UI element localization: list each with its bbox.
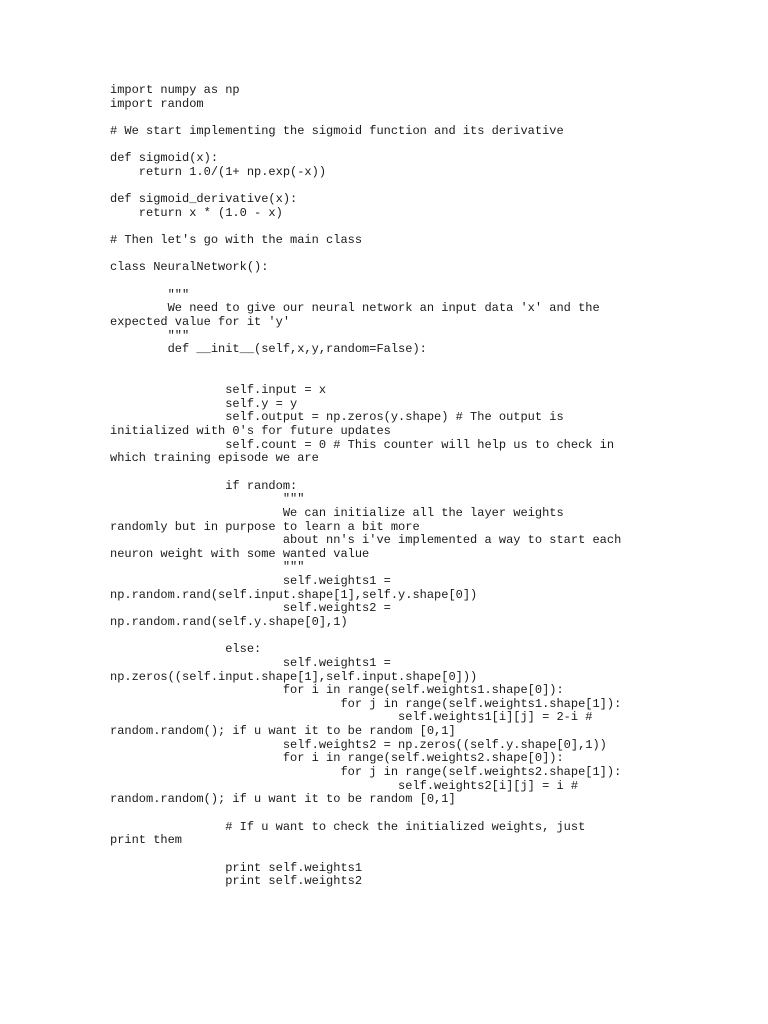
code-line: print self.weights2 [110,874,363,889]
code-line: return 1.0/(1+ np.exp(-x)) [110,164,327,179]
code-line: We need to give our neural network an input data 'x' and the [110,301,600,316]
code-line: np.random.rand(self.input.shape[1],self.y.shape[0]) [110,587,478,602]
code-line: print self.weights1 [110,860,363,875]
code-line: self.weights1 = [110,574,391,589]
code-line: self.weights2 = np.zeros((self.y.shape[0],1)) [110,737,607,752]
code-listing [110,84,730,889]
blank-line [110,111,730,125]
blank-line [110,370,730,384]
blank-line [110,248,730,262]
code-line: randomly but in purpose to learn a bit more [110,519,420,534]
code-line: # Then let's go with the main class [110,233,363,248]
code-line: self.y = y [110,396,298,411]
code-line: np.zeros((self.input.shape[1],self.input.shape[0])) [110,669,478,684]
blank-line [110,807,730,821]
code-line: import numpy as np [110,83,240,97]
code-line: for i in range(self.weights1.shape[0]): [110,683,564,698]
code-line: self.input = x [110,383,327,398]
code-line: class NeuralNetwork(): [110,260,269,275]
code-line: self.weights2 = [110,601,391,616]
code-line: def sigmoid_derivative(x): [110,192,298,207]
code-line: initialized with 0's for future updates [110,424,391,439]
blank-line [110,220,730,234]
code-line: """ [110,287,190,302]
code-line: print them [110,833,183,848]
blank-line [110,275,730,289]
code-line: """ [110,560,305,575]
code-line: for i in range(self.weights2.shape[0]): [110,751,564,766]
code-line: which training episode we are [110,451,319,466]
blank-line [110,466,730,480]
blank-line [110,357,730,371]
code-line: self.weights1 = [110,655,391,670]
code-line: neuron weight with some wanted value [110,546,370,561]
code-line: expected value for it 'y' [110,314,291,329]
code-line: # We start implementing the sigmoid function and its derivative [110,123,564,138]
code-line: """ [110,492,305,507]
code-line: if random: [110,478,298,493]
code-line: self.output = np.zeros(y.shape) # The output is [110,410,564,425]
code-line: def sigmoid(x): [110,151,219,166]
code-line: random.random(); if u want it to be random [0,1] [110,792,456,807]
code-line: import random [110,96,204,111]
code-line: We can initialize all the layer weights [110,505,564,520]
blank-line [110,179,730,193]
blank-line [110,630,730,644]
code-line: # If u want to check the initialized weights, just [110,819,586,834]
code-line: self.weights1[i][j] = 2-i # [110,710,593,725]
code-line: random.random(); if u want it to be random [0,1] [110,724,456,739]
code-line: """ [110,328,190,343]
code-line: about nn's i've implemented a way to start each [110,533,622,548]
code-line: for j in range(self.weights2.shape[1]): [110,765,622,780]
code-line: def __init__(self,x,y,random=False): [110,342,427,357]
code-line: self.weights2[i][j] = i # [110,778,579,793]
code-line: return x * (1.0 - x) [110,205,283,220]
blank-line [110,139,730,153]
code-line: for j in range(self.weights1.shape[1]): [110,696,622,711]
blank-line [110,848,730,862]
code-line: else: [110,642,262,657]
code-line: self.count = 0 # This counter will help us to check in [110,437,615,452]
code-line: np.random.rand(self.y.shape[0],1) [110,614,348,629]
